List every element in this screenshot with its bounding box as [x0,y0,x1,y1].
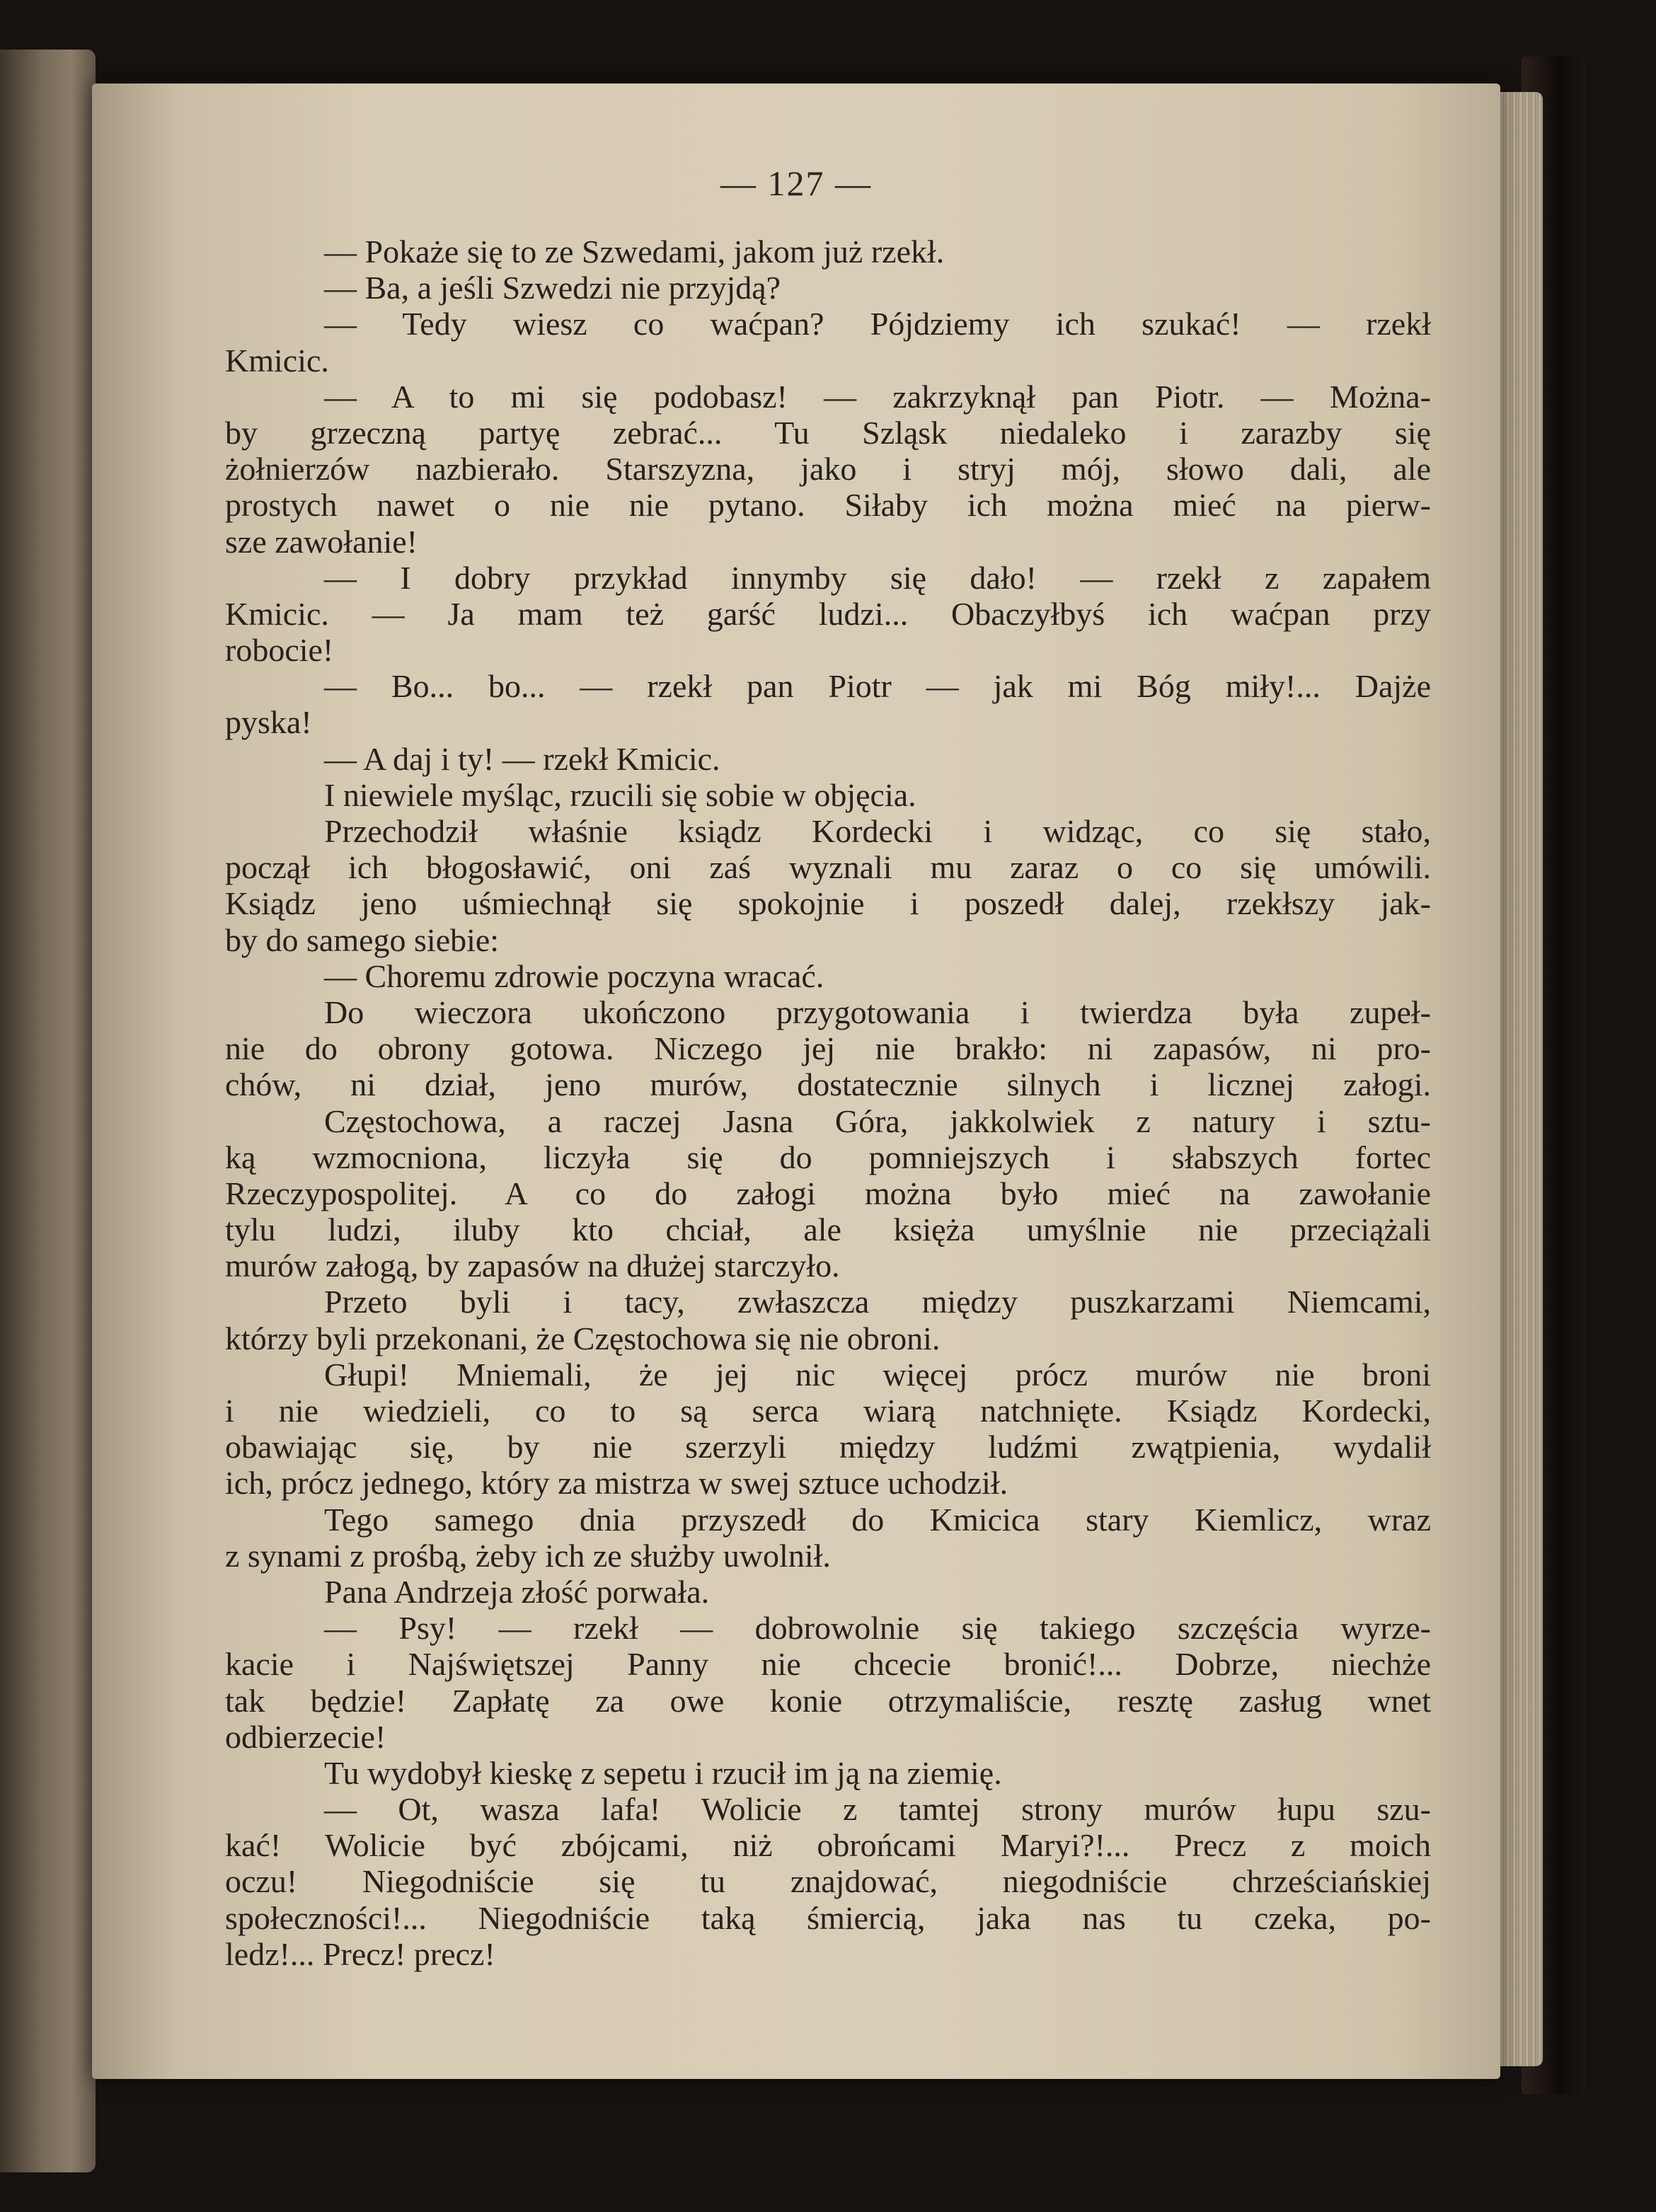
previous-page-edge [0,50,96,2172]
text-line: — Tedy wiesz co waćpan? Pójdziemy ich szukać! — rzekł [324,306,1431,342]
text-line: Przechodził właśnie ksiądz Kordecki i widząc, co się stało, [324,813,1431,849]
text-line: żołnierzów nazbierało. Starszyzna, jako i stryj mój, słowo dali, ale [225,451,1431,488]
text-line: kacie i Najświętszej Panny nie chcecie bronić!... Dobrze, niechże [225,1646,1431,1683]
page-number: — 127 — [720,163,872,203]
text-line: i nie wiedzieli, co to są serca wiarą natchnięte. Ksiądz Kordecki, [225,1393,1431,1429]
text-line: Ksiądz jeno uśmiechnął się spokojnie i poszedł dalej, rzekłszy jak- [225,885,1431,922]
text-line: Do wieczora ukończono przygotowania i twierdza była zupeł- [324,993,1431,1030]
text-line: pyska! [225,704,312,741]
text-line: murów załogą, by zapasów na dłużej starczyło. [225,1248,840,1284]
text-line: ich, prócz jednego, który za mistrza w swej sztuce uchodził. [225,1465,1008,1502]
text-line: Pana Andrzeja złość porwała. [324,1573,710,1610]
text-line: by grzeczną partyę zebrać... Tu Szląsk niedaleko i zarazby się [225,414,1431,451]
text-line: oczu! Niegodniście się tu znajdować, niegodniście chrześciańskiej [225,1863,1431,1900]
text-line: ledz!... Precz! precz! [225,1935,495,1972]
text-line: — A daj i ty! — rzekł Kmicic. [324,740,720,777]
text-line: tylu ludzi, iluby kto chciał, ale księża umyślnie nie przeciążali [225,1211,1431,1248]
book-page [92,83,1500,2079]
text-line: kać! Wolicie być zbójcami, niż obrońcami Maryi?!... Precz z moich [225,1827,1431,1864]
text-line: Tego samego dnia przyszedł do Kmicica stary Kiemlicz, wraz [324,1501,1431,1538]
page-text [225,234,1431,1972]
text-line: Tu wydobył kieskę z sepetu i rzucił im ją na ziemię. [324,1754,1002,1791]
text-line: począł ich błogosławić, oni zaś wyznali mu zaraz o co się umówili. [225,849,1431,886]
text-line: — Bo... bo... — rzekł pan Piotr — jak mi Bóg miły!... Dajże [324,668,1431,705]
text-line: tak będzie! Zapłatę za owe konie otrzymaliście, resztę zasług wnet [225,1682,1431,1719]
text-line: Przeto byli i tacy, zwłaszcza między puszkarzami Niemcami, [324,1284,1431,1320]
text-line: — Psy! — rzekł — dobrowolnie się takiego szczęścia wyrze- [324,1610,1431,1647]
text-line: Częstochowa, a raczej Jasna Góra, jakkolwiek z natury i sztu- [324,1102,1431,1139]
text-line: I niewiele myśląc, rzucili się sobie w objęcia. [324,776,916,813]
text-line: odbierzecie! [225,1718,386,1755]
text-line: nie do obrony gotowa. Niczego jej nie brakło: ni zapasów, ni pro- [225,1030,1431,1067]
text-line: Kmicic. [225,342,329,379]
text-line: Kmicic. — Ja mam też garść ludzi... Obaczyłbyś ich waćpan przy [225,595,1431,632]
text-line: obawiając się, by nie szerzyli między ludźmi zwątpienia, wydalił [225,1429,1431,1465]
text-line: prostych nawet o nie nie pytano. Siłaby ich można mieć na pierw- [225,487,1431,524]
text-line: ką wzmocniona, liczyła się do pomniejszych i słabszych fortec [225,1139,1431,1175]
text-line: — Pokaże się to ze Szwedami, jakom już rzekł. [324,234,945,270]
text-line: — Ot, wasza lafa! Wolicie z tamtej strony murów łupu szu- [324,1791,1431,1828]
text-line: Rzeczypospolitej. A co do załogi można było mieć na zawołanie [225,1175,1431,1211]
text-line: — Ba, a jeśli Szwedzi nie przyjdą? [324,270,781,306]
text-line: — A to mi się podobasz! — zakrzyknął pan Piotr. — Można- [324,378,1431,415]
text-line: z synami z prośbą, żeby ich ze służby uwolnił. [225,1537,831,1574]
text-line: Głupi! Mniemali, że jej nic więcej prócz murów nie broni [324,1356,1431,1393]
text-line: sze zawołanie! [225,523,418,560]
text-line: by do samego siebie: [225,921,500,958]
text-line: robocie! [225,632,334,669]
text-line: — I dobry przykład innymby się dało! — rzekł z zapałem [324,559,1431,596]
text-line: społeczności!... Niegodniście taką śmiercią, jaka nas tu czeka, po- [225,1899,1431,1936]
text-line: — Choremu zdrowie poczyna wracać. [324,957,824,994]
text-line: którzy byli przekonani, że Częstochowa się nie obroni. [225,1320,941,1356]
text-line: chów, ni dział, jeno murów, dostatecznie silnych i licznej załogi. [225,1066,1431,1103]
